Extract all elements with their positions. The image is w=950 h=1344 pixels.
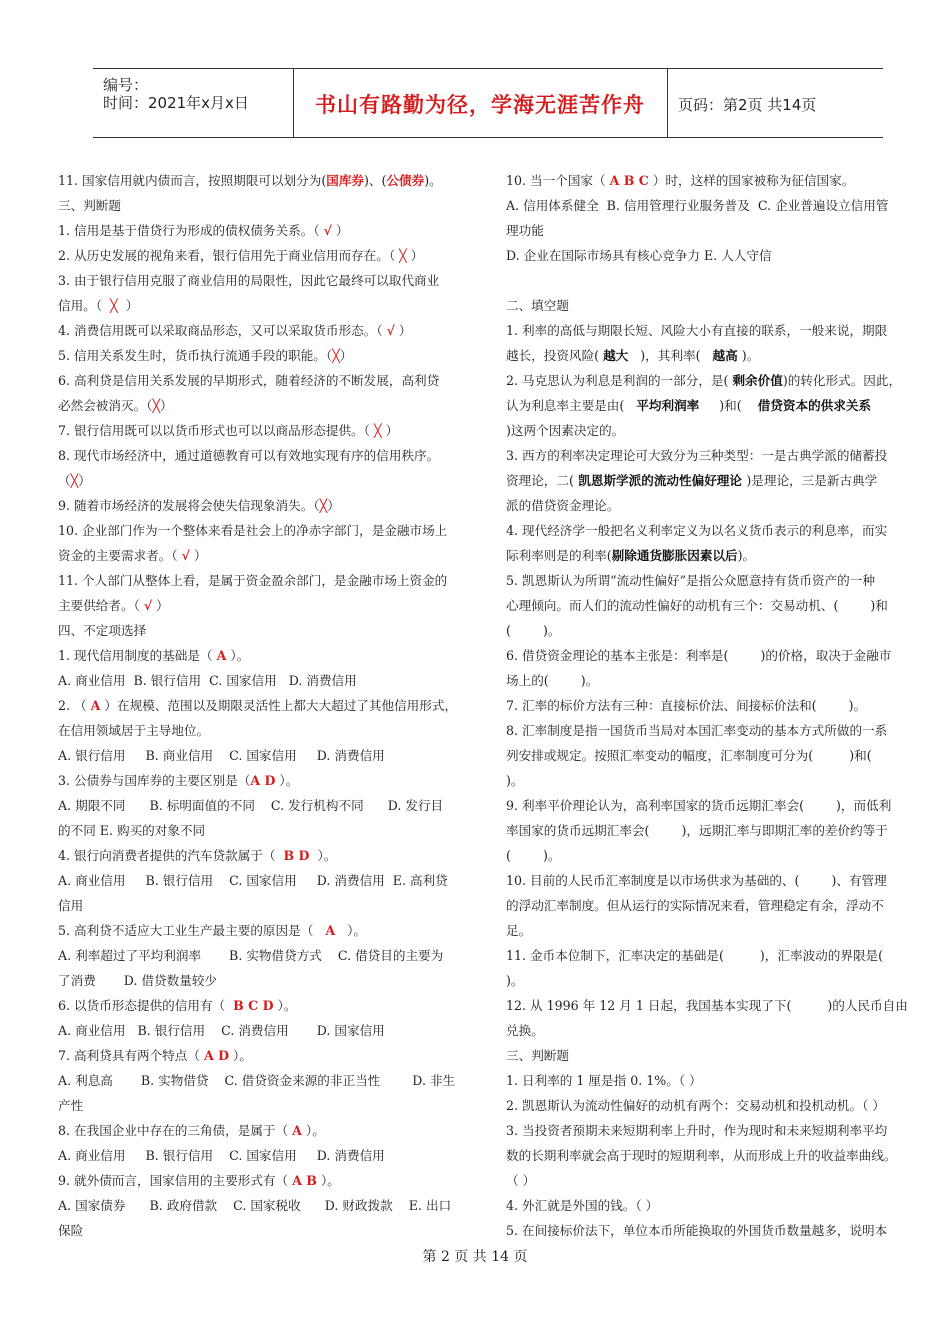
text-segment: ）。 xyxy=(309,848,337,863)
text-line xyxy=(506,1118,921,1143)
text-line xyxy=(506,568,921,593)
text-segment: 9. 随着市场经济的发展将会使失信现象消失。（ xyxy=(58,498,320,513)
text-line xyxy=(506,1043,921,1068)
text-line xyxy=(506,968,921,993)
text-segment: 2. （ xyxy=(58,698,91,713)
text-segment: （ xyxy=(58,473,71,488)
text-segment: ）。 xyxy=(301,1123,325,1138)
text-segment: )。 xyxy=(737,548,756,563)
text-segment: 二、填空题 xyxy=(506,298,569,313)
text-line xyxy=(506,218,921,243)
text-segment: ） xyxy=(189,548,207,563)
text-line xyxy=(58,1018,473,1043)
text-line xyxy=(506,1068,921,1093)
text-line xyxy=(58,593,473,618)
left-column xyxy=(58,168,473,1243)
text-segment: A. 国家债券 B. 政府借款 C. 国家税收 D. 财政拨款 E. 出口 xyxy=(58,1198,452,1213)
text-segment: ） xyxy=(117,298,139,313)
text-segment: 越长，投资风险( xyxy=(506,348,604,363)
text-line xyxy=(506,443,921,468)
text-segment: 兑换。 xyxy=(506,1023,544,1038)
text-line xyxy=(506,418,921,443)
text-segment: )是理论，三是新古典学 xyxy=(746,473,878,488)
text-segment: 11. 个人部门从整体上看，是属于资金盈余部门，是金融市场上资金的 xyxy=(58,573,448,588)
text-segment: 2. 马克思认为利息是利润的一部分，是( xyxy=(506,373,733,388)
text-segment: 率国家的货币远期汇率会( )，远期汇率与即期汇率的差价约等于 xyxy=(506,823,888,838)
text-segment: 列安排或规定。按照汇率变动的幅度，汇率制度可分为( )和( xyxy=(506,748,872,763)
text-segment: 9. 就外债而言，国家信用的主要形式有（ xyxy=(58,1173,293,1188)
text-line xyxy=(506,793,921,818)
text-segment: 的浮动汇率制度。但从运行的实际情况来看，管理稳定有余，浮动不 xyxy=(506,898,884,913)
text-segment: )，其利率( xyxy=(628,348,713,363)
text-line xyxy=(58,1118,473,1143)
text-line xyxy=(506,468,921,493)
text-line xyxy=(506,693,921,718)
text-segment: 3. 西方的利率决定理论可大致分为三种类型：一是古典学派的储蓄投 xyxy=(506,448,888,463)
text-line xyxy=(58,393,473,418)
text-line xyxy=(506,1143,921,1168)
text-segment: 了消费 D. 借贷数量较少 xyxy=(58,973,218,988)
text-line xyxy=(58,293,473,318)
text-segment: 心理倾向。而人们的流动性偏好的动机有三个：交易动机、( )和 xyxy=(506,598,888,613)
text-line xyxy=(506,743,921,768)
text-segment: ( )。 xyxy=(506,623,561,638)
text-segment: 1. 利率的高低与期限长短、风险大小有直接的联系，一般来说，期限 xyxy=(506,323,888,338)
text-segment: 8. 汇率制度是指一国货币当局对本国汇率变动的基本方式所做的一系 xyxy=(506,723,888,738)
text-line xyxy=(506,1193,921,1218)
text-line xyxy=(58,943,473,968)
text-line xyxy=(506,918,921,943)
text-segment: 12. 从 1996 年 12 月 1 日起，我国基本实现了下( )的人民币自由 xyxy=(506,998,908,1013)
text-segment: 足。 xyxy=(506,923,532,938)
text-segment: 资理论，二( xyxy=(506,473,574,488)
text-line xyxy=(506,618,921,643)
answer-text: 越大 xyxy=(603,348,629,363)
right-column xyxy=(506,168,921,1243)
answer-text: 国库券 xyxy=(326,173,365,188)
text-segment: 11. 国家信用就内债而言，按照期限可以划分为( xyxy=(58,173,327,188)
text-segment: 主要供给者。（ xyxy=(58,598,144,613)
text-line xyxy=(58,893,473,918)
text-segment: 8. 在我国企业中存在的三角债，是属于（ xyxy=(58,1123,293,1138)
text-line xyxy=(58,518,473,543)
answer-text: 平均利润率 xyxy=(636,398,700,413)
text-segment: 4. 消费信用既可以采取商品形态，又可以采取货币形态。（ xyxy=(58,323,387,338)
answer-text: ╳ xyxy=(319,498,328,513)
text-line xyxy=(58,1093,473,1118)
text-segment: 三、判断题 xyxy=(58,198,121,213)
text-line xyxy=(58,718,473,743)
text-line xyxy=(58,243,473,268)
text-line xyxy=(506,543,921,568)
text-line xyxy=(58,1043,473,1068)
text-segment: ） xyxy=(152,598,169,613)
text-line xyxy=(58,768,473,793)
text-line xyxy=(58,318,473,343)
text-segment: 8. 现代市场经济中，通过道德教育可以有效地实现有序的信用秩序。 xyxy=(58,448,440,463)
answer-text: ╳ xyxy=(399,248,407,263)
answer-text: A B C xyxy=(609,173,649,188)
text-line xyxy=(58,793,473,818)
answer-text: 越高 xyxy=(712,348,738,363)
text-line xyxy=(58,968,473,993)
text-line xyxy=(58,493,473,518)
text-segment: 信用。（ xyxy=(58,298,111,313)
text-line xyxy=(58,1168,473,1193)
header-page-cell xyxy=(668,69,883,137)
text-segment: 7. 银行信用既可以以货币形式也可以以商品形态提供。（ xyxy=(58,423,374,438)
text-line xyxy=(506,1093,921,1118)
answer-text: A D xyxy=(250,773,276,788)
text-segment: 10. 当一个国家（ xyxy=(506,173,610,188)
text-line xyxy=(58,618,473,643)
text-line xyxy=(506,318,921,343)
text-segment: 的不同 E. 购买的对象不同 xyxy=(58,823,206,838)
text-segment: 资金的主要需求者。（ xyxy=(58,548,182,563)
text-line xyxy=(506,518,921,543)
answer-text: A xyxy=(325,923,336,938)
text-segment: 理功能 xyxy=(506,223,544,238)
header-meta-cell xyxy=(93,69,294,137)
text-line xyxy=(506,993,921,1018)
text-line xyxy=(58,418,473,443)
text-segment: A. 银行信用 B. 商业信用 C. 国家信用 D. 消费信用 xyxy=(58,748,385,763)
text-segment: ）。 xyxy=(316,1173,340,1188)
text-line xyxy=(58,218,473,243)
text-segment: ） xyxy=(160,398,173,413)
text-segment: 四、不定项选择 xyxy=(58,623,147,638)
text-segment: ）。 xyxy=(226,648,250,663)
text-segment: 3. 当投资者预期未来短期利率上升时，作为现时和未来短期利率平均 xyxy=(506,1123,888,1138)
text-segment: 2. 凯恩斯认为流动性偏好的动机有两个：交易动机和投机动机。（ ） xyxy=(506,1098,885,1113)
text-line xyxy=(506,393,921,418)
text-line xyxy=(506,943,921,968)
answer-text: 借贷资本的供求关系 xyxy=(757,398,872,413)
text-line xyxy=(506,893,921,918)
text-segment: 产性 xyxy=(58,1098,84,1113)
text-segment: ）时，这样的国家被称为征信国家。 xyxy=(648,173,855,188)
text-segment: 6. 高利贷是信用关系发展的早期形式，随着经济的不断发展，高利贷 xyxy=(58,373,440,388)
text-line xyxy=(58,343,473,368)
text-segment: 派的借贷资金理论。 xyxy=(506,498,620,513)
text-line xyxy=(506,168,921,193)
doc-code-label: 编号： xyxy=(103,76,149,94)
text-segment: ）。 xyxy=(275,773,299,788)
text-segment: ( )。 xyxy=(506,848,561,863)
text-line xyxy=(506,1018,921,1043)
text-line xyxy=(506,343,921,368)
answer-text: A xyxy=(216,648,227,663)
text-segment: 际利率则是的利率( xyxy=(506,548,612,563)
text-segment: A. 利率超过了平均利润率 B. 实物借贷方式 C. 借贷目的主要为 xyxy=(58,948,444,963)
text-segment: )的转化形式。因此， xyxy=(782,373,902,388)
text-line xyxy=(506,368,921,393)
text-segment: )这两个因素决定的。 xyxy=(506,423,625,438)
text-line xyxy=(506,1168,921,1193)
header-motto-cell xyxy=(293,69,668,137)
text-segment: ） xyxy=(406,248,424,263)
text-line xyxy=(58,668,473,693)
answer-text: ╳ xyxy=(373,423,382,438)
text-segment: 1. 现代信用制度的基础是（ xyxy=(58,648,217,663)
text-line xyxy=(58,743,473,768)
text-line xyxy=(506,593,921,618)
text-segment: 场上的( )。 xyxy=(506,673,599,688)
answer-text: ╳ xyxy=(332,348,340,363)
text-segment: A. 商业信用 B. 银行信用 C. 国家信用 D. 消费信用 E. 高利贷 xyxy=(58,873,448,888)
doc-time-label: 时间：2021年x月x日 xyxy=(103,94,249,112)
text-segment: 4. 外汇就是外国的钱。（ ） xyxy=(506,1198,659,1213)
answer-text: 剩余价值 xyxy=(732,373,783,388)
text-segment: 11. 金币本位制下，汇率决定的基础是( )，汇率波动的界限是( xyxy=(506,948,884,963)
text-segment: A. 期限不同 B. 标明面值的不同 C. 发行机构不同 D. 发行目 xyxy=(58,798,444,813)
answer-text: A D xyxy=(203,1048,230,1063)
text-segment: 1. 日利率的 1 厘是指 0. 1%。（ ） xyxy=(506,1073,702,1088)
text-segment: 6. 以货币形态提供的信用有（ xyxy=(58,998,234,1013)
text-segment: A. 信用体系健全 B. 信用管理行业服务普及 C. 企业普遍设立信用管 xyxy=(506,198,889,213)
text-segment: 2. 从历史发展的视角来看，银行信用先于商业信用而存在。（ xyxy=(58,248,400,263)
answer-text: 剔除通货膨胀因素以后 xyxy=(611,548,738,563)
text-segment: ）。 xyxy=(273,998,297,1013)
text-segment: 认为利息率主要是由( xyxy=(506,398,637,413)
text-line xyxy=(58,268,473,293)
page-header xyxy=(93,68,883,138)
text-line xyxy=(58,1218,473,1243)
text-line xyxy=(58,918,473,943)
page-footer: 第 2 页 共 14 页 xyxy=(422,1249,528,1265)
text-segment: 10. 企业部门作为一个整体来看是社会上的净赤字部门，是金融市场上 xyxy=(58,523,448,538)
text-segment: 5. 在间接标价法下，单位本币所能换取的外国货币数量越多，说明本 xyxy=(506,1223,888,1238)
answer-text: √ xyxy=(323,223,332,238)
text-segment: 保险 xyxy=(58,1223,84,1238)
text-segment: 5. 高利贷不适应大工业生产最主要的原因是（ xyxy=(58,923,326,938)
text-line xyxy=(58,543,473,568)
text-line xyxy=(58,693,473,718)
text-segment: 4. 现代经济学一般把名义利率定义为以名义货币表示的利息率，而实 xyxy=(506,523,888,538)
answer-text: √ xyxy=(143,598,153,613)
text-line xyxy=(506,193,921,218)
text-line xyxy=(58,193,473,218)
text-line xyxy=(506,768,921,793)
text-line xyxy=(506,843,921,868)
text-segment: （ ） xyxy=(506,1173,536,1188)
text-segment: )和( xyxy=(699,398,758,413)
text-segment: 必然会被消灭。（ xyxy=(58,398,153,413)
text-line xyxy=(58,818,473,843)
text-segment: ）。 xyxy=(335,923,366,938)
text-line xyxy=(58,1143,473,1168)
text-segment: ） xyxy=(327,498,340,513)
text-segment: 10. 目前的人民币汇率制度是以市场供求为基础的、( )、有管理 xyxy=(506,873,887,888)
text-segment: )。 xyxy=(737,348,760,363)
text-segment: ） xyxy=(381,423,399,438)
text-segment: 3. 由于银行信用克服了商业信用的局限性，因此它最终可以取代商业 xyxy=(58,273,440,288)
text-segment: A. 利息高 B. 实物借贷 C. 借贷资金来源的非正当性 D. 非生 xyxy=(58,1073,456,1088)
text-line xyxy=(506,493,921,518)
text-segment: A. 商业信用 B. 银行信用 C. 消费信用 D. 国家信用 xyxy=(58,1023,385,1038)
text-segment: 4. 银行向消费者提供的汽车贷款属于（ xyxy=(58,848,284,863)
text-line xyxy=(58,468,473,493)
text-segment: ） xyxy=(331,223,349,238)
text-segment: 3. 公债券与国库券的主要区别是（ xyxy=(58,773,251,788)
text-segment: D. 企业在国际市场具有核心竞争力 E. 人人守信 xyxy=(506,248,772,263)
answer-text: A B xyxy=(292,1173,317,1188)
text-segment: 信用 xyxy=(58,898,84,913)
text-segment: A. 商业信用 B. 银行信用 C. 国家信用 D. 消费信用 xyxy=(58,1148,385,1163)
answer-text: ╳ xyxy=(70,473,79,488)
text-line xyxy=(506,668,921,693)
text-line xyxy=(506,1218,921,1243)
text-segment: A. 商业信用 B. 银行信用 C. 国家信用 D. 消费信用 xyxy=(58,673,357,688)
answer-text: √ xyxy=(386,323,395,338)
text-segment: 6. 借贷资金理论的基本主张是：利率是( )的价格，取决于金融市 xyxy=(506,648,892,663)
text-segment: ）。 xyxy=(229,1048,252,1063)
text-line xyxy=(58,368,473,393)
answer-text: ╳ xyxy=(152,398,161,413)
answer-text: 凯恩斯学派的流动性偏好理论 xyxy=(573,473,747,488)
text-segment: )。 xyxy=(506,773,524,788)
text-segment: 1. 信用是基于借贷行为形成的债权债务关系。（ xyxy=(58,223,324,238)
answer-text: B C D xyxy=(233,998,274,1013)
text-segment: )、( xyxy=(364,173,387,188)
text-line xyxy=(506,643,921,668)
text-segment: )。 xyxy=(506,973,524,988)
text-line xyxy=(58,643,473,668)
page-info: 页码：第2页 共14页 xyxy=(678,96,817,114)
text-segment: 5. 信用关系发生时，货币执行流通手段的职能。（ xyxy=(58,348,333,363)
text-line xyxy=(506,818,921,843)
text-segment: )。 xyxy=(424,173,442,188)
text-line xyxy=(506,293,921,318)
text-line xyxy=(506,268,921,293)
text-line xyxy=(58,568,473,593)
answer-text: B D xyxy=(283,848,310,863)
text-line xyxy=(506,868,921,893)
answer-text: ╳ xyxy=(110,298,118,313)
answer-text: √ xyxy=(181,548,190,563)
text-segment: 数的长期利率就会高于现时的短期利率，从而形成上升的收益率曲线。 xyxy=(506,1148,897,1163)
text-segment: 7. 汇率的标价方法有三种：直接标价法、间接标价法和( )。 xyxy=(506,698,867,713)
text-line xyxy=(58,1068,473,1093)
text-segment: 5. 凯恩斯认为所谓“流动性偏好”是指公众愿意持有货币资产的一种 xyxy=(506,573,875,588)
text-line xyxy=(58,993,473,1018)
text-segment: 在信用领域居于主导地位。 xyxy=(58,723,210,738)
text-line xyxy=(58,843,473,868)
text-segment: ） xyxy=(394,323,412,338)
text-segment: ） xyxy=(339,348,353,363)
text-line xyxy=(58,443,473,468)
answer-text: 公债券 xyxy=(386,173,425,188)
answer-text: A xyxy=(90,698,101,713)
motto: 书山有路勤为径，学海无涯苦作舟 xyxy=(315,93,645,117)
answer-text: A xyxy=(292,1123,302,1138)
text-line xyxy=(58,868,473,893)
text-line xyxy=(506,243,921,268)
text-segment: ） xyxy=(78,473,91,488)
text-segment: 9. 利率平价理论认为，高利率国家的货币远期汇率会( )，而低利 xyxy=(506,798,892,813)
text-segment: ）在规模、范围以及期限灵活性上都大大超过了其他信用形式， xyxy=(100,698,458,713)
text-segment: 三、判断题 xyxy=(506,1048,569,1063)
text-line xyxy=(58,1193,473,1218)
text-line xyxy=(58,168,473,193)
text-segment: 7. 高利贷具有两个特点（ xyxy=(58,1048,204,1063)
text-line xyxy=(506,718,921,743)
